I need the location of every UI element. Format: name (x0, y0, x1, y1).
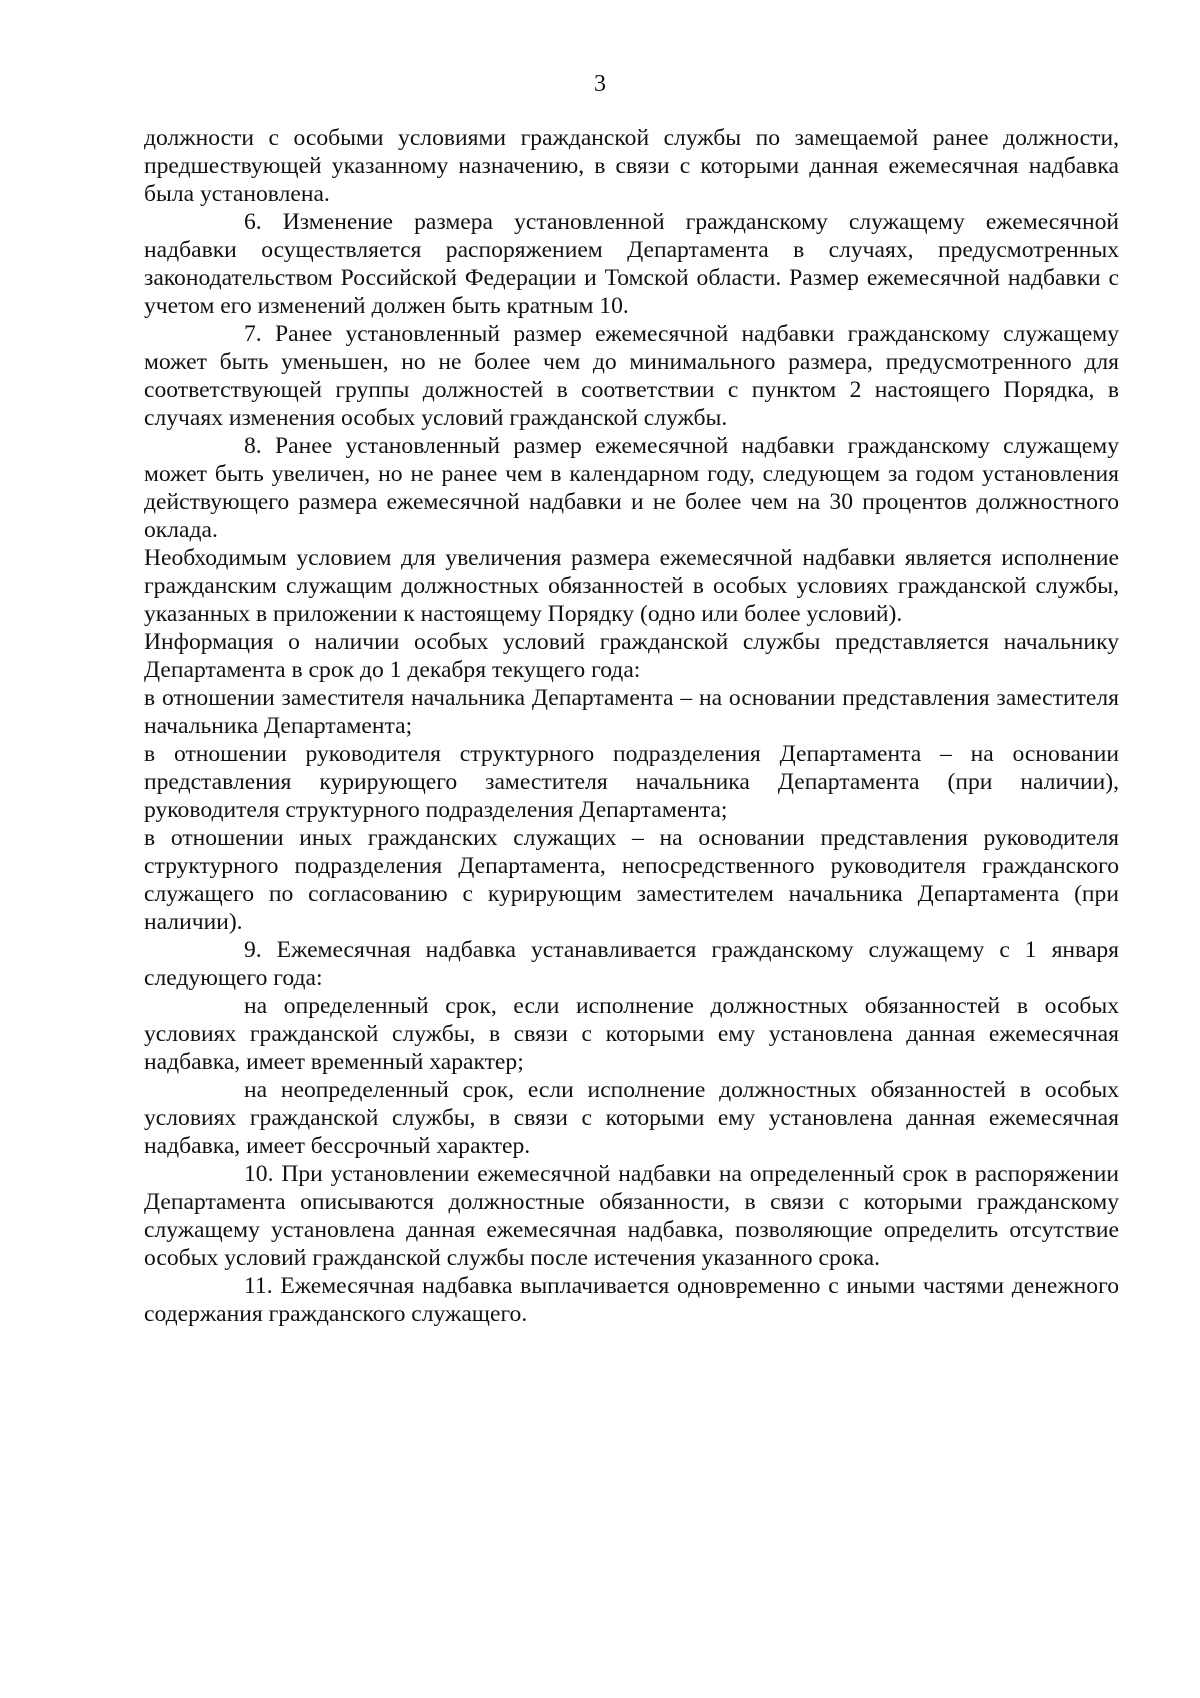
page-number: 3 (594, 71, 606, 97)
paragraph-item-6: 6. Изменение размера установленной гражданскому служащему ежемесячной надбавки осуществляется распоряжением Департамента в случаях, предусмотренных законодательством Российской Федерации и Томской области. Размер ежемесячной надбавки с учетом его изменений должен быть кратным 10. (144, 209, 1119, 319)
paragraph-other-servants: в отношении иных гражданских служащих – на основании представления руководителя структурного подразделения Департамента, непосредственного руководителя гражданского служащего по согласованию с курирующим заместителем начальника Департамента (при наличии). (144, 825, 1119, 935)
paragraph-item-10: 10. При установлении ежемесячной надбавки на определенный срок в распоряжении Департамента описываются должностные обязанности, в связи с которыми гражданскому служащему установлена данная ежемесячная надбавка, позволяющие определить отсутствие особых условий гражданской службы после истечения указанного срока. (144, 1161, 1119, 1271)
document-body (144, 124, 1119, 1328)
paragraph-necessary-condition: Необходимым условием для увеличения размера ежемесячной надбавки является исполнение гражданским служащим должностных обязанностей в особых условиях гражданской службы, указанных в приложении к настоящему Порядку (одно или более условий). (144, 545, 1119, 627)
paragraph-fixed-term: на определенный срок, если исполнение должностных обязанностей в особых условиях гражданской службы, в связи с которыми ему установлена данная ежемесячная надбавка, имеет временный характер; (144, 993, 1119, 1075)
paragraph-item-11: 11. Ежемесячная надбавка выплачивается одновременно с иными частями денежного содержания гражданского служащего. (144, 1273, 1119, 1327)
paragraph-item-7: 7. Ранее установленный размер ежемесячной надбавки гражданскому служащему может быть уменьшен, но не более чем до минимального размера, предусмотренного для соответствующей группы должностей в соответствии с пунктом 2 настоящего Порядка, в случаях изменения особых условий гражданской службы. (144, 321, 1119, 431)
paragraph-unit-head: в отношении руководителя структурного подразделения Департамента – на основании представления курирующего заместителя начальника Департамента (при наличии), руководителя структурного подразделения Департамента; (144, 741, 1119, 823)
paragraph-information-deadline: Информация о наличии особых условий гражданской службы представляется начальнику Департамента в срок до 1 декабря текущего года: (144, 629, 1119, 683)
paragraph-indefinite-term: на неопределенный срок, если исполнение должностных обязанностей в особых условиях гражданской службы, в связи с которыми ему установлена данная ежемесячная надбавка, имеет бессрочный характер. (144, 1077, 1119, 1159)
paragraph-item-9: 9. Ежемесячная надбавка устанавливается гражданскому служащему с 1 января следующего года: (144, 937, 1119, 991)
paragraph-item-8: 8. Ранее установленный размер ежемесячной надбавки гражданскому служащему может быть увеличен, но не ранее чем в календарном году, следующем за годом установления действующего размера ежемесячной надбавки и не более чем на 30 процентов должностного оклада. (144, 433, 1119, 543)
paragraph-deputy-head: в отношении заместителя начальника Департамента – на основании представления заместителя начальника Департамента; (144, 685, 1119, 739)
paragraph-continuation: должности с особыми условиями гражданской службы по замещаемой ранее должности, предшествующей указанному назначению, в связи с которыми данная ежемесячная надбавка была установлена. (144, 125, 1119, 207)
